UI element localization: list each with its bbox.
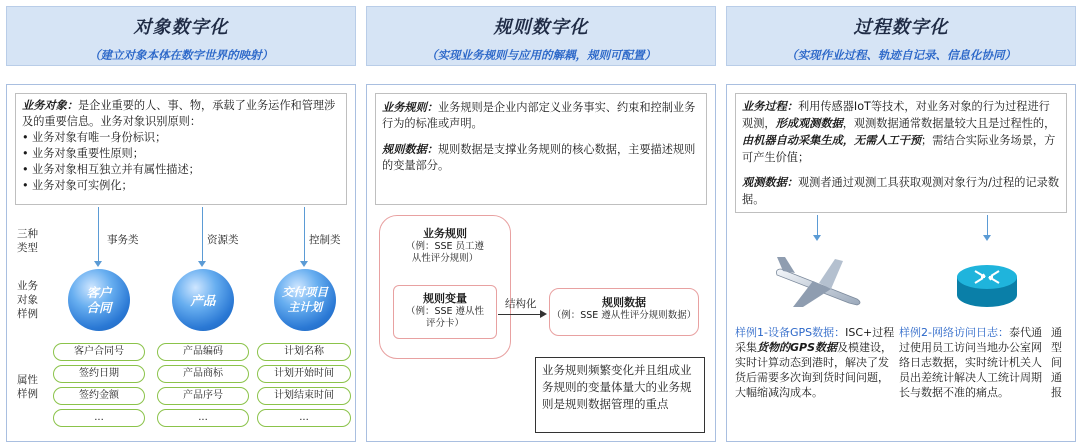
column-title: 对象数字化 (133, 17, 229, 38)
sample-gps (735, 325, 895, 400)
process-text: 观测者通过观测工具获取观测对象行为/过程的记录数据。 (742, 176, 1060, 206)
connector-line (817, 215, 818, 237)
arrow-down-icon (300, 261, 308, 267)
connector-line (202, 207, 203, 263)
process-text: 利用传感器IoT等技术，对业务对象的行为过程进行观测， (742, 100, 1050, 130)
object-intro (22, 98, 340, 130)
connector-line (987, 215, 988, 237)
process-definition-box (735, 93, 1067, 213)
column-title: 规则数字化 (493, 17, 589, 38)
column-subtitle: （建立对象本体在数字世界的映射） (89, 48, 273, 62)
row-label-samples: 业务 对象 样例 (17, 280, 38, 320)
arrow-right-icon (540, 310, 547, 318)
process-text: ，观测数据通常数据量较大且是过程性的， (842, 117, 1056, 130)
sample-side-text: 通型间通报 (1051, 326, 1062, 399)
rule-para-2 (382, 142, 700, 174)
connector-line (98, 207, 99, 263)
attr-tag: 产品编码 (157, 343, 249, 361)
sample-gps-text: 及模建设，实时计算动态到港时，解决了发货后需要多次询到货时间问题，大幅缩减沟成本。 (735, 341, 893, 399)
arrow-down-icon (813, 235, 821, 241)
structure-arrow-line (498, 314, 542, 315)
rule-note-box (535, 357, 705, 433)
rule-text: 业务规则是企业内部定义业务事实、约束和控制业务行为的标准或声明。 (382, 101, 696, 130)
sample-log-text: 泰代通过使用员工访问当地办公室网络日志数据，实时统计机关人员出差统计解决人工统计周期长与数据不准的痛点。 (899, 326, 1042, 399)
type-label: 事务类 (107, 234, 139, 246)
process-term: 业务过程： (742, 100, 798, 113)
connector-line (304, 207, 305, 263)
attr-tag: ... (257, 409, 351, 427)
column-header-object (6, 6, 356, 66)
column-subtitle: （实现作业过程、轨迹自记录、信息化协同） (786, 48, 1016, 62)
rule-definition-box (375, 93, 707, 205)
attr-tag: 计划结束时间 (257, 387, 351, 405)
object-sample-circle (274, 269, 336, 331)
column-header-process (726, 6, 1076, 66)
rule-panel (366, 84, 716, 442)
rule-variable-box (393, 285, 497, 339)
row-label-types: 三种 类型 (17, 228, 38, 254)
column-subtitle: （实现业务规则与应用的解耦，规则可配置） (426, 48, 656, 62)
attr-tag: ... (53, 409, 145, 427)
type-label: 资源类 (207, 234, 239, 246)
object-sample-name: 客户 合同 (86, 285, 112, 315)
rule-data-title: 规则数据 (602, 296, 646, 309)
sample-gps-emph: 货物的GPS数据 (757, 341, 838, 354)
process-para-1 (742, 98, 1060, 166)
sample-log-title: 样例2-网络访问日志： (899, 326, 1009, 339)
rule-variable-title: 规则变量 (423, 292, 467, 305)
rule-term: 业务规则： (382, 101, 438, 114)
column-header-rule (366, 6, 716, 66)
attr-tag: ... (157, 409, 249, 427)
rule-note: 业务规则频繁变化并且组成业务规则的变量体量大的业务规则是规则数据管理的重点 (542, 363, 692, 411)
object-intro-text: 是企业重要的人、事、物，承载了业务运作和管理涉及的重要信息。业务对象识别原则： (22, 99, 336, 128)
rule-para-1 (382, 100, 700, 132)
attr-tag: 签约金额 (53, 387, 145, 405)
object-definition-box (15, 93, 347, 205)
sample-network-log (899, 325, 1047, 400)
rule-data-box (549, 288, 699, 336)
column-title: 过程数字化 (853, 17, 949, 38)
attr-tag: 产品商标 (157, 365, 249, 383)
row-label-attrs: 属性 样例 (17, 374, 38, 400)
arrow-down-icon (198, 261, 206, 267)
attr-tag: 计划开始时间 (257, 365, 351, 383)
airplane-icon (773, 251, 865, 315)
structure-arrow-label: 结构化 (505, 298, 537, 310)
object-bullet: • 业务对象有唯一身份标识； (22, 130, 340, 146)
object-bullet: • 业务对象可实例化； (22, 178, 340, 194)
sample-gps-title: 样例1-设备GPS数据： (735, 326, 846, 339)
sample-gps-text: ISC+过程采集 (735, 326, 895, 354)
attr-tag: 客户合同号 (53, 343, 145, 361)
object-bullet: • 业务对象重要性原则； (22, 146, 340, 162)
arrow-down-icon (94, 261, 102, 267)
object-panel (6, 84, 356, 442)
object-sample-name: 产品 (190, 292, 216, 308)
attr-tag: 产品序号 (157, 387, 249, 405)
object-intro-term: 业务对象： (22, 99, 78, 112)
object-sample-circle (68, 269, 130, 331)
type-label: 控制类 (309, 234, 341, 246)
rule-term: 规则数据： (382, 143, 438, 156)
attr-tag: 签约日期 (53, 365, 145, 383)
object-bullet: • 业务对象相互独立并有属性描述； (22, 162, 340, 178)
business-rule-title: 业务规则 (423, 227, 467, 240)
process-emph: 由机器自动采集生成，无需人工干预 (742, 134, 922, 147)
arrow-down-icon (983, 235, 991, 241)
business-rule-sub: （例：SSE 员工遵 从性评分规则） (405, 241, 485, 264)
object-sample-name: 交付项目 主计划 (282, 285, 328, 314)
process-text: ；需结合实际业务场景，方可产生价值； (742, 134, 1056, 164)
process-panel (726, 84, 1076, 442)
process-term: 观测数据： (742, 176, 798, 189)
router-icon (953, 255, 1021, 311)
attr-tag: 计划名称 (257, 343, 351, 361)
object-sample-circle (172, 269, 234, 331)
process-emph: 形成观测数据 (775, 117, 843, 130)
rule-variable-sub: （例：SSE 遵从性 评分卡） (405, 306, 485, 329)
rule-data-sub: （例：SSE 遵从性评分规则数据） (551, 310, 697, 321)
process-para-2 (742, 174, 1060, 208)
rule-text: 规则数据是支撑业务规则的核心数据，主要描述规则的变量部分。 (382, 143, 696, 172)
